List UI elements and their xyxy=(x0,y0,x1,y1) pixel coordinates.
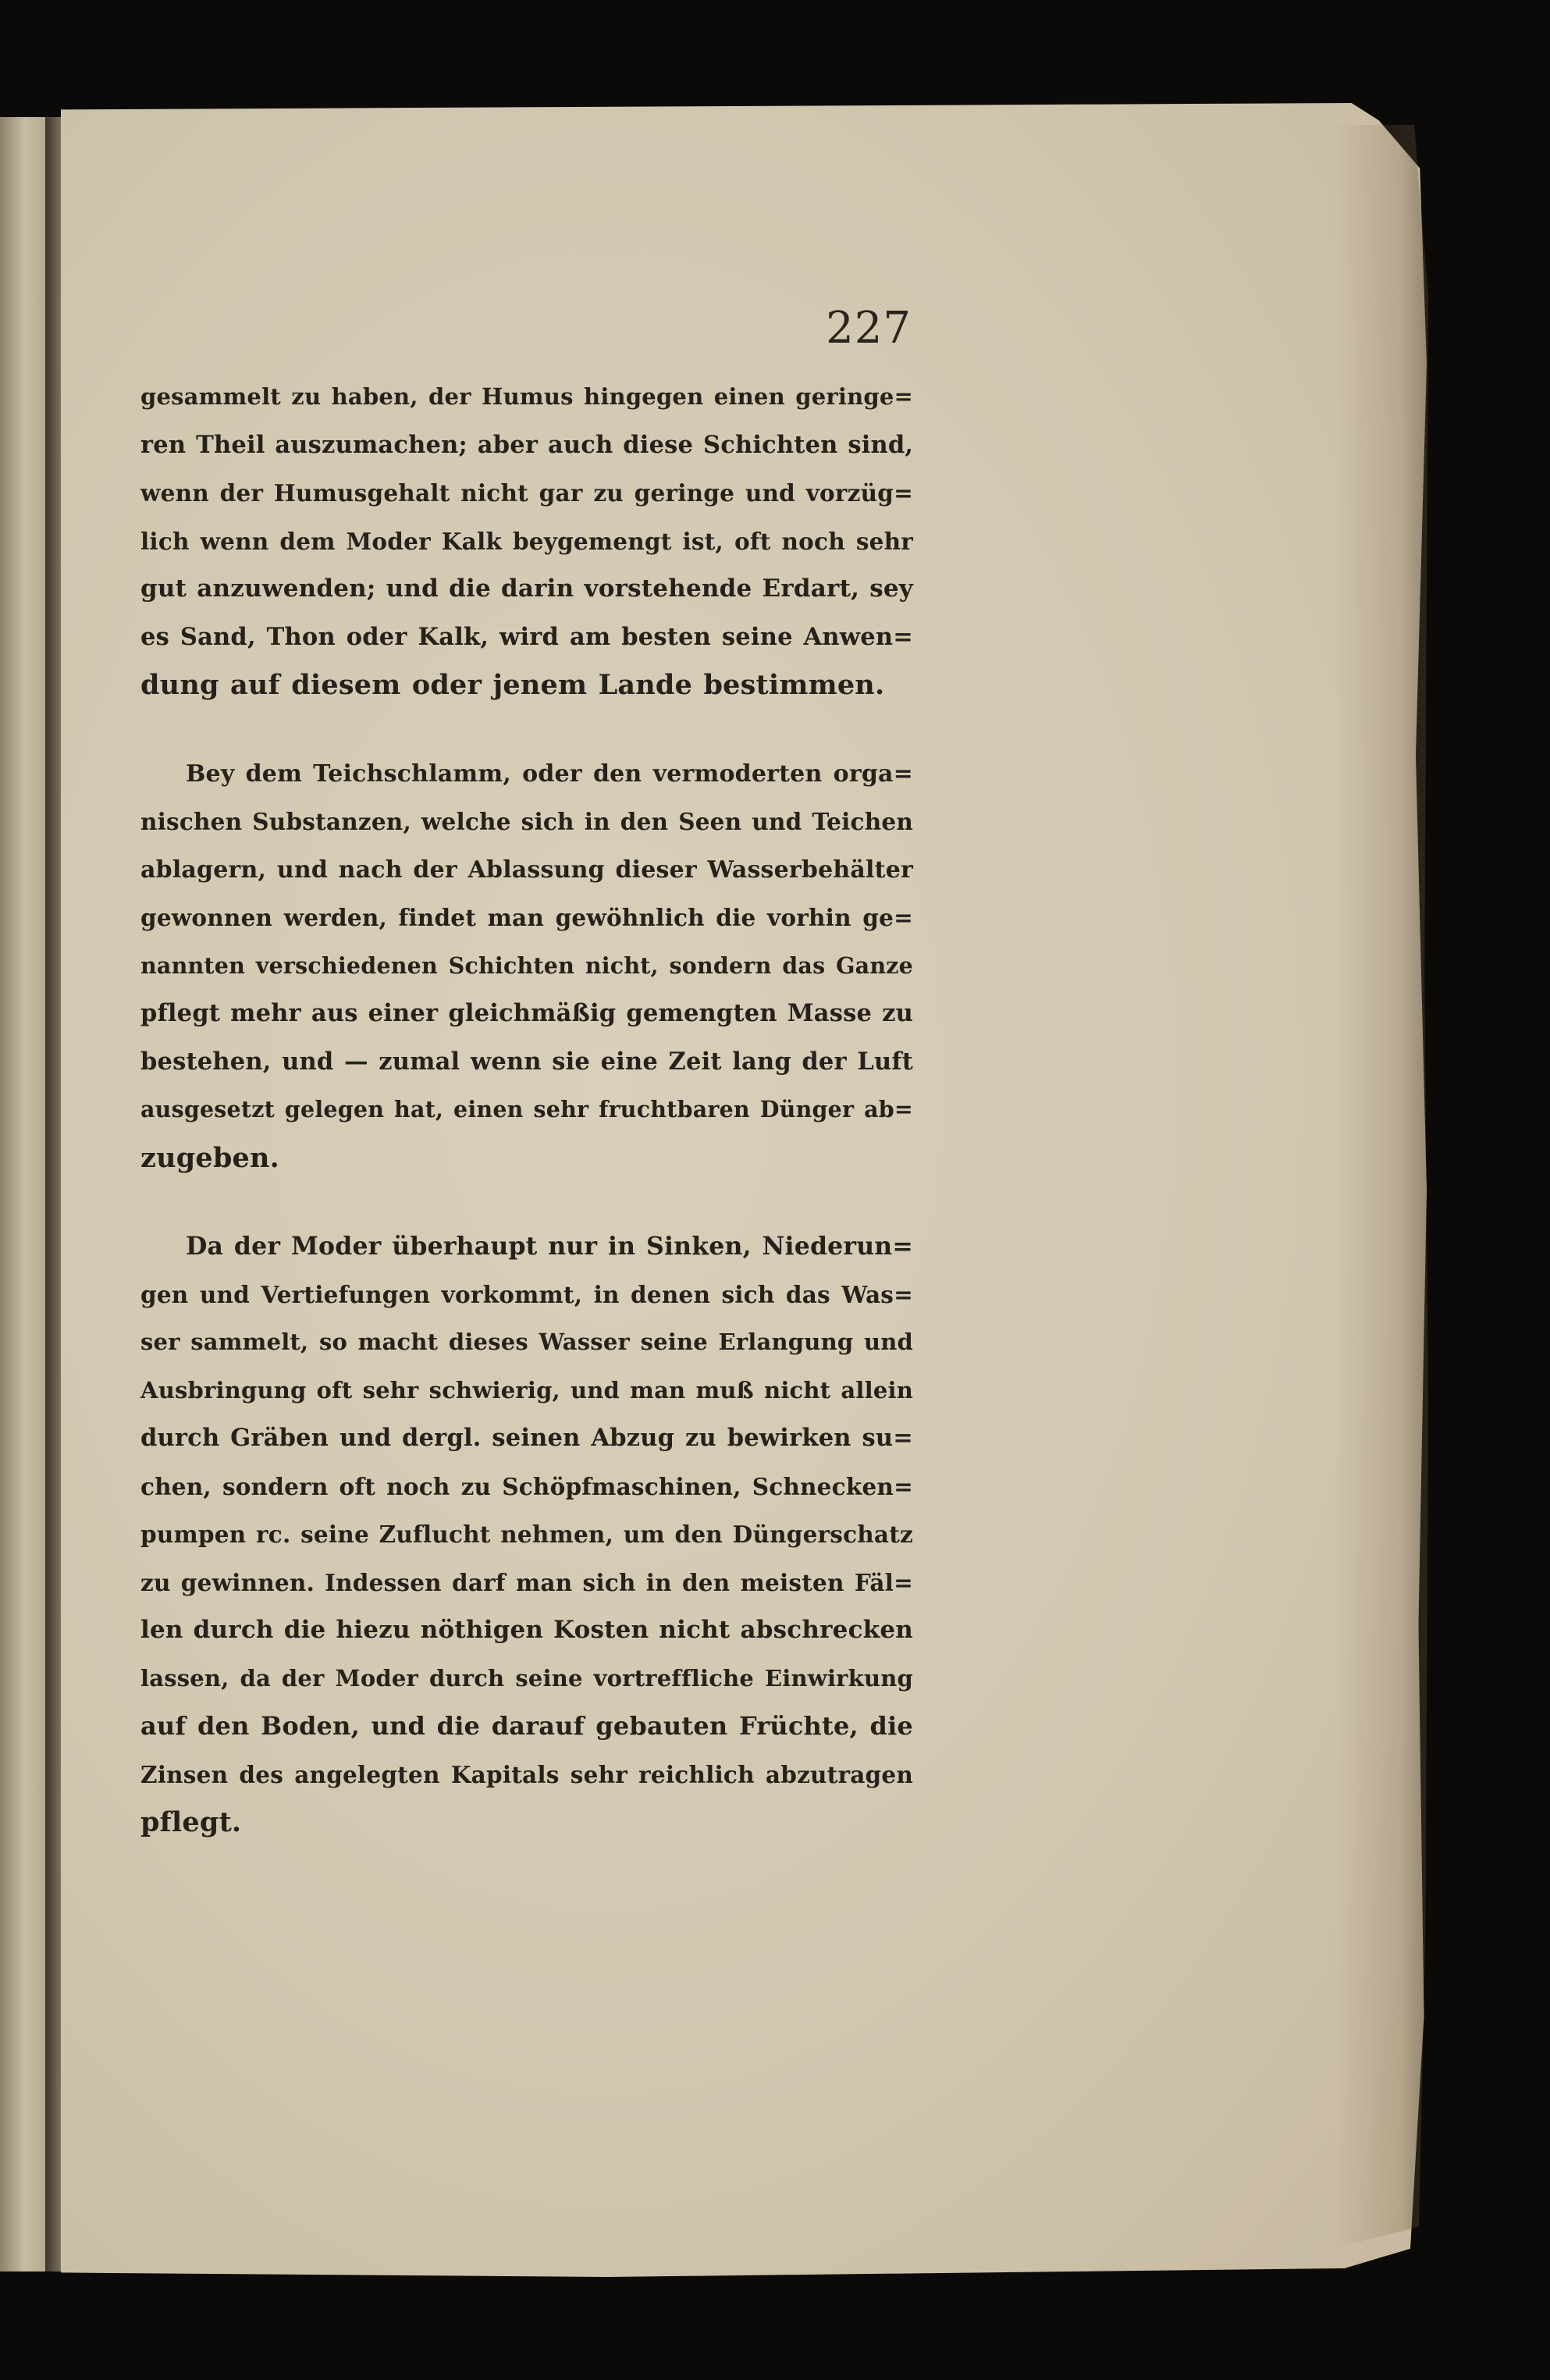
text-line: nischen Substanzen, welche sich in den Seen und Teichen xyxy=(140,808,913,835)
paragraph xyxy=(140,1222,913,1847)
text-line: lassen, da der Moder durch seine vortreffliche Einwirkung xyxy=(140,1664,913,1692)
text-line: auf den Boden, und die darauf gebauten Früchte, die xyxy=(140,1711,913,1741)
text-line: gen und Vertiefungen vorkommt, in denen sich das Was= xyxy=(140,1280,913,1308)
text-line: ser sammelt, so macht dieses Wasser seine Erlangung und xyxy=(140,1329,913,1355)
text-line: zu gewinnen. Indessen darf man sich in den meisten Fäl= xyxy=(140,1568,913,1596)
text-line: dung auf diesem oder jenem Lande bestimmen. xyxy=(140,669,885,701)
text-line: bestehen, und — zumal wenn sie eine Zeit lang der Luft xyxy=(140,1047,913,1076)
page-edge-shadow xyxy=(1335,125,1428,2248)
text-line: Bey dem Teichschlamm, oder den vermoderten orga= xyxy=(186,760,913,788)
text-line: zugeben. xyxy=(140,1141,280,1174)
text-line: nannten verschiedenen Schichten nicht, sondern das Ganze xyxy=(140,952,913,979)
text-line: len durch die hiezu nöthigen Kosten nicht abschrecken xyxy=(140,1616,913,1644)
text-line: durch Gräben und dergl. seinen Abzug zu bewirken su= xyxy=(140,1424,913,1452)
text-line: gewonnen werden, findet man gewöhnlich die vorhin ge= xyxy=(140,904,913,931)
text-line: es Sand, Thon oder Kalk, wird am besten seine Anwen= xyxy=(140,622,913,651)
body-text xyxy=(140,373,913,1847)
text-line: ausgesetzt gelegen hat, einen sehr fruchtbaren Dünger ab= xyxy=(140,1096,913,1122)
text-line: Da der Moder überhaupt nur in Sinken, Niederun= xyxy=(186,1232,913,1261)
text-line: wenn der Humusgehalt nicht gar zu geringe und vorzüg= xyxy=(140,479,913,507)
text-line: chen, sondern oft noch zu Schöpfmaschinen, Schnecken= xyxy=(140,1472,913,1500)
text-line: pumpen rc. seine Zuflucht nehmen, um den Düngerschatz xyxy=(140,1521,913,1548)
paragraph xyxy=(140,750,913,1183)
text-line: ren Theil auszumachen; aber auch diese Schichten sind, xyxy=(140,430,914,459)
text-line: gut anzuwenden; und die darin vorstehende Erdart, sey xyxy=(140,575,913,603)
page-number: 227 xyxy=(826,303,912,354)
paragraph xyxy=(140,373,913,710)
previous-page-edge xyxy=(0,117,45,2271)
text-line: lich wenn dem Moder Kalk beygemengt ist, oft noch sehr xyxy=(140,527,913,555)
text-line: gesammelt zu haben, der Humus hingegen einen geringe= xyxy=(140,383,913,410)
book-gutter xyxy=(45,117,61,2271)
text-line: Ausbringung oft sehr schwierig, und man muß nicht allein xyxy=(140,1376,913,1403)
text-line: ablagern, und nach der Ablassung dieser Wasserbehälter xyxy=(140,856,913,884)
text-line: pflegt mehr aus einer gleichmäßig gemengten Masse zu xyxy=(140,999,913,1027)
text-line: pflegt. xyxy=(140,1806,242,1838)
text-line: Zinsen des angelegten Kapitals sehr reichlich abzutragen xyxy=(140,1760,913,1788)
